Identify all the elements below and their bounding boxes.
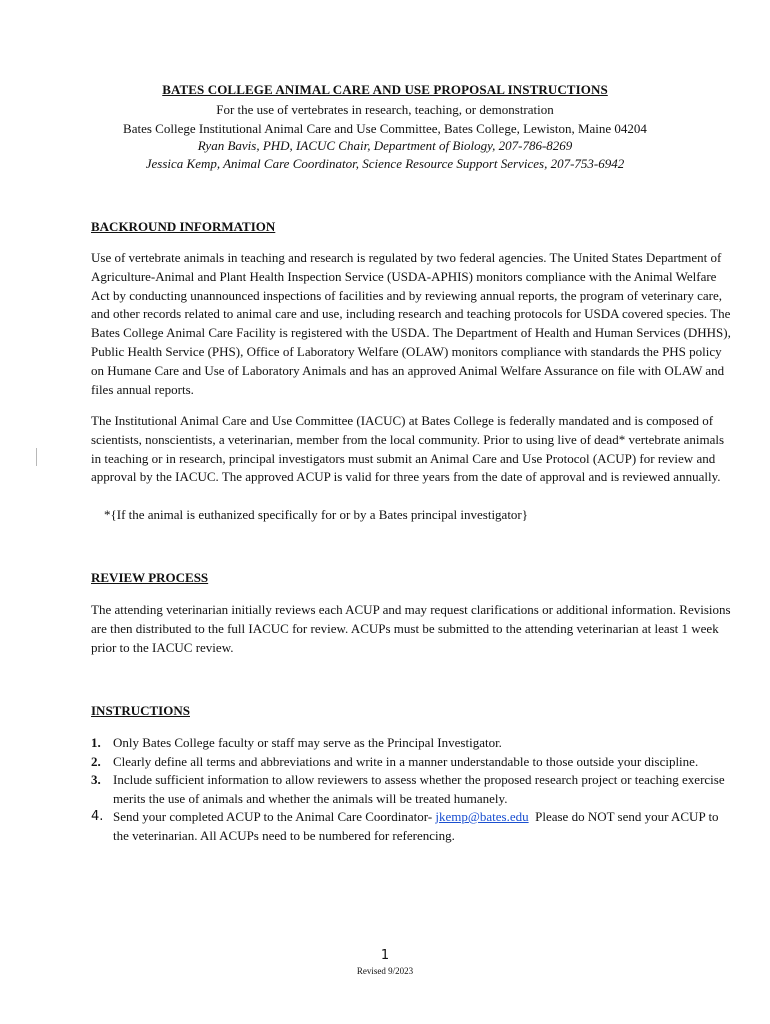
background-footnote: *{If the animal is euthanized specifically for or by a Bates principal investigator} bbox=[104, 507, 529, 522]
heading-instructions: INSTRUCTIONS bbox=[91, 703, 190, 718]
list-item bbox=[91, 734, 731, 753]
committee-address: Bates College Institutional Animal Care and Use Committee, Bates College, Lewiston, Maine 04204 bbox=[123, 121, 647, 136]
coordinator-contact: Jessica Kemp, Animal Care Coordinator, Science Resource Support Services, 207-753-6942 bbox=[145, 156, 625, 171]
page-number: 1 bbox=[380, 948, 390, 963]
list-item-text-before: Send your completed ACUP to the Animal Care Coordinator- bbox=[113, 809, 436, 824]
revision-date: Revised 9/2023 bbox=[356, 966, 414, 976]
list-item bbox=[91, 808, 731, 845]
background-paragraph-2: The Institutional Animal Care and Use Committee (IACUC) at Bates College is federally mandated and is composed of scientists, nonscientists, a veterinarian, member from the local community. Prior to using live of dead* vertebrate animals in teaching or in research, principal investigators must submit an Animal Care and Use Protocol (ACUP) for review and approval by the IACUC. The approved ACUP is valid for three years from the date of approval and is reviewed annually. bbox=[91, 413, 725, 485]
review-paragraph: The attending veterinarian initially reviews each ACUP and may request clarifications or additional information. Revisions are then distributed to the full IACUC for review. ACUPs must be submitted to the attending veterinarian at least 1 week prior to the IACUC review. bbox=[91, 602, 731, 655]
chair-contact: Ryan Bavis, PHD, IACUC Chair, Department of Biology, 207-786-8269 bbox=[197, 138, 573, 153]
list-number: 1. bbox=[91, 735, 101, 750]
list-number: 2. bbox=[91, 753, 101, 769]
subtitle-purpose: For the use of vertebrates in research, teaching, or demonstration bbox=[216, 102, 554, 117]
heading-review-process: REVIEW PROCESS bbox=[91, 570, 209, 585]
document-title: BATES COLLEGE ANIMAL CARE AND USE PROPOSAL INSTRUCTIONS bbox=[162, 82, 608, 97]
instructions-list bbox=[91, 734, 731, 845]
text-cursor bbox=[36, 448, 37, 466]
coordinator-email-link[interactable]: jkemp@bates.edu bbox=[435, 809, 529, 824]
list-number: 3. bbox=[91, 772, 101, 787]
list-number: 4. bbox=[91, 809, 104, 824]
list-item-text: Only Bates College faculty or staff may serve as the Principal Investigator. bbox=[113, 735, 502, 750]
list-item-text: Clearly define all terms and abbreviations and write in a manner understandable to those outside your discipline. bbox=[113, 753, 699, 769]
list-item bbox=[91, 771, 731, 808]
list-item-text-after: Please do NOT send your ACUP to the veterinarian. All ACUPs need to be numbered for referencing. bbox=[113, 809, 722, 843]
background-paragraph-1: Use of vertebrate animals in teaching and research is regulated by two federal agencies. The United States Department of Agriculture-Animal and Plant Health Inspection Service (USDA-APHIS) monitors compliance with the Animal Welfare Act by conducting unannounced inspections of facilities and by reviewing annual reports, the program of veterinary care, and other records related to animal care and use, including research and teaching protocols for USDA covered species. The Bates College Animal Care Facility is registered with the USDA. The Department of Health and Human Services (DHHS), Public Health Service (PHS), Office of Laboratory Welfare (OLAW) monitors compliance with standards the PHS policy on Humane Care and Use of Laboratory Animals and has an approved Animal Welfare Assurance on file with OLAW and files annual reports. bbox=[91, 250, 731, 397]
heading-background: BACKROUND INFORMATION bbox=[91, 219, 276, 234]
list-item bbox=[91, 753, 731, 772]
list-item-text: Include sufficient information to allow reviewers to assess whether the proposed research project or teaching exercise merits the use of animals and whether the animals will be treated humanely. bbox=[113, 772, 725, 806]
